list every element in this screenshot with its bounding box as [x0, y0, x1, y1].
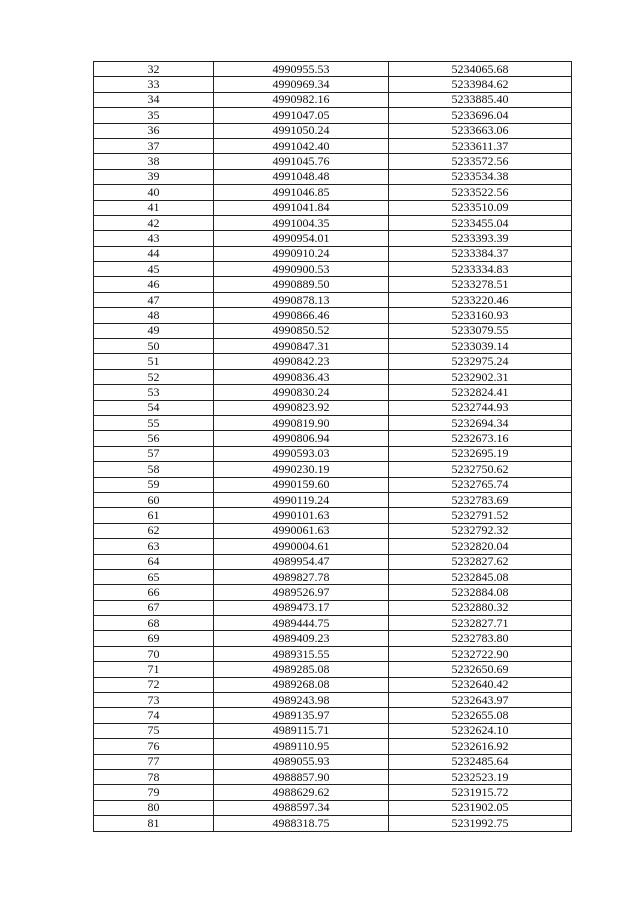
table-row	[94, 646, 572, 661]
point-number-cell: 52	[94, 369, 214, 384]
point-number-cell: 62	[94, 523, 214, 538]
table-row	[94, 616, 572, 631]
y-coordinate-cell: 5231992.75	[389, 816, 572, 831]
table-row	[94, 492, 572, 507]
point-number-cell: 81	[94, 816, 214, 831]
y-coordinate-cell: 5233334.83	[389, 262, 572, 277]
table-row	[94, 108, 572, 123]
y-coordinate-cell: 5231915.72	[389, 785, 572, 800]
table-row	[94, 508, 572, 523]
x-coordinate-cell: 4990969.34	[214, 77, 389, 92]
table-row	[94, 662, 572, 677]
point-number-cell: 60	[94, 492, 214, 507]
table-row	[94, 92, 572, 107]
point-number-cell: 74	[94, 708, 214, 723]
x-coordinate-cell: 4990842.23	[214, 354, 389, 369]
y-coordinate-cell: 5232673.16	[389, 431, 572, 446]
table-row	[94, 708, 572, 723]
y-coordinate-cell: 5232616.92	[389, 739, 572, 754]
point-number-cell: 40	[94, 185, 214, 200]
point-number-cell: 49	[94, 323, 214, 338]
x-coordinate-cell: 4989954.47	[214, 554, 389, 569]
point-number-cell: 57	[94, 446, 214, 461]
table-row	[94, 539, 572, 554]
x-coordinate-cell: 4990910.24	[214, 246, 389, 261]
x-coordinate-cell: 4990955.53	[214, 62, 389, 77]
coordinates-table-body	[94, 62, 572, 832]
point-number-cell: 43	[94, 231, 214, 246]
point-number-cell: 33	[94, 77, 214, 92]
point-number-cell: 38	[94, 154, 214, 169]
y-coordinate-cell: 5232783.69	[389, 492, 572, 507]
point-number-cell: 46	[94, 277, 214, 292]
y-coordinate-cell: 5233572.56	[389, 154, 572, 169]
table-row	[94, 308, 572, 323]
x-coordinate-cell: 4990850.52	[214, 323, 389, 338]
table-row	[94, 816, 572, 831]
y-coordinate-cell: 5232820.04	[389, 539, 572, 554]
x-coordinate-cell: 4991050.24	[214, 123, 389, 138]
point-number-cell: 44	[94, 246, 214, 261]
x-coordinate-cell: 4989315.55	[214, 646, 389, 661]
x-coordinate-cell: 4989285.08	[214, 662, 389, 677]
coordinates-table	[93, 61, 572, 832]
x-coordinate-cell: 4990830.24	[214, 385, 389, 400]
table-row	[94, 754, 572, 769]
y-coordinate-cell: 5232750.62	[389, 462, 572, 477]
point-number-cell: 73	[94, 693, 214, 708]
point-number-cell: 68	[94, 616, 214, 631]
table-row	[94, 554, 572, 569]
y-coordinate-cell: 5232824.41	[389, 385, 572, 400]
table-row	[94, 262, 572, 277]
point-number-cell: 51	[94, 354, 214, 369]
y-coordinate-cell: 5233984.62	[389, 77, 572, 92]
y-coordinate-cell: 5232975.24	[389, 354, 572, 369]
y-coordinate-cell: 5232845.08	[389, 569, 572, 584]
table-row	[94, 185, 572, 200]
x-coordinate-cell: 4989110.95	[214, 739, 389, 754]
table-row	[94, 369, 572, 384]
x-coordinate-cell: 4989409.23	[214, 631, 389, 646]
y-coordinate-cell: 5233220.46	[389, 292, 572, 307]
table-row	[94, 585, 572, 600]
y-coordinate-cell: 5233510.09	[389, 200, 572, 215]
x-coordinate-cell: 4990982.16	[214, 92, 389, 107]
x-coordinate-cell: 4990847.31	[214, 339, 389, 354]
point-number-cell: 75	[94, 723, 214, 738]
table-row	[94, 200, 572, 215]
y-coordinate-cell: 5233039.14	[389, 339, 572, 354]
y-coordinate-cell: 5232650.69	[389, 662, 572, 677]
y-coordinate-cell: 5234065.68	[389, 62, 572, 77]
x-coordinate-cell: 4988629.62	[214, 785, 389, 800]
x-coordinate-cell: 4989243.98	[214, 693, 389, 708]
point-number-cell: 36	[94, 123, 214, 138]
table-row	[94, 154, 572, 169]
point-number-cell: 78	[94, 769, 214, 784]
x-coordinate-cell: 4990159.60	[214, 477, 389, 492]
table-row	[94, 138, 572, 153]
point-number-cell: 72	[94, 677, 214, 692]
point-number-cell: 63	[94, 539, 214, 554]
y-coordinate-cell: 5233696.04	[389, 108, 572, 123]
table-row	[94, 169, 572, 184]
table-row	[94, 77, 572, 92]
table-row	[94, 600, 572, 615]
x-coordinate-cell: 4989526.97	[214, 585, 389, 600]
y-coordinate-cell: 5232744.93	[389, 400, 572, 415]
y-coordinate-cell: 5232655.08	[389, 708, 572, 723]
x-coordinate-cell: 4990004.61	[214, 539, 389, 554]
x-coordinate-cell: 4989827.78	[214, 569, 389, 584]
table-row	[94, 677, 572, 692]
table-row	[94, 631, 572, 646]
table-row	[94, 277, 572, 292]
point-number-cell: 80	[94, 800, 214, 815]
table-row	[94, 339, 572, 354]
x-coordinate-cell: 4988318.75	[214, 816, 389, 831]
table-row	[94, 693, 572, 708]
y-coordinate-cell: 5233079.55	[389, 323, 572, 338]
table-row	[94, 62, 572, 77]
table-row	[94, 800, 572, 815]
y-coordinate-cell: 5233160.93	[389, 308, 572, 323]
point-number-cell: 55	[94, 415, 214, 430]
y-coordinate-cell: 5232783.80	[389, 631, 572, 646]
x-coordinate-cell: 4989473.17	[214, 600, 389, 615]
y-coordinate-cell: 5232827.71	[389, 616, 572, 631]
y-coordinate-cell: 5233384.37	[389, 246, 572, 261]
y-coordinate-cell: 5232827.62	[389, 554, 572, 569]
point-number-cell: 53	[94, 385, 214, 400]
table-row	[94, 292, 572, 307]
table-row	[94, 123, 572, 138]
x-coordinate-cell: 4990954.01	[214, 231, 389, 246]
point-number-cell: 70	[94, 646, 214, 661]
y-coordinate-cell: 5232792.32	[389, 523, 572, 538]
y-coordinate-cell: 5232523.19	[389, 769, 572, 784]
y-coordinate-cell: 5232880.32	[389, 600, 572, 615]
table-row	[94, 523, 572, 538]
y-coordinate-cell: 5233885.40	[389, 92, 572, 107]
table-row	[94, 477, 572, 492]
point-number-cell: 65	[94, 569, 214, 584]
point-number-cell: 34	[94, 92, 214, 107]
x-coordinate-cell: 4990900.53	[214, 262, 389, 277]
point-number-cell: 61	[94, 508, 214, 523]
y-coordinate-cell: 5233522.56	[389, 185, 572, 200]
point-number-cell: 58	[94, 462, 214, 477]
x-coordinate-cell: 4990836.43	[214, 369, 389, 384]
table-row	[94, 739, 572, 754]
x-coordinate-cell: 4991047.05	[214, 108, 389, 123]
table-row	[94, 785, 572, 800]
x-coordinate-cell: 4989135.97	[214, 708, 389, 723]
y-coordinate-cell: 5233455.04	[389, 215, 572, 230]
point-number-cell: 67	[94, 600, 214, 615]
x-coordinate-cell: 4990806.94	[214, 431, 389, 446]
point-number-cell: 32	[94, 62, 214, 77]
x-coordinate-cell: 4988857.90	[214, 769, 389, 784]
y-coordinate-cell: 5231902.05	[389, 800, 572, 815]
point-number-cell: 39	[94, 169, 214, 184]
point-number-cell: 41	[94, 200, 214, 215]
y-coordinate-cell: 5233663.06	[389, 123, 572, 138]
x-coordinate-cell: 4990819.90	[214, 415, 389, 430]
point-number-cell: 48	[94, 308, 214, 323]
x-coordinate-cell: 4991046.85	[214, 185, 389, 200]
x-coordinate-cell: 4991042.40	[214, 138, 389, 153]
y-coordinate-cell: 5232485.64	[389, 754, 572, 769]
y-coordinate-cell: 5232902.31	[389, 369, 572, 384]
table-row	[94, 323, 572, 338]
x-coordinate-cell: 4990061.63	[214, 523, 389, 538]
point-number-cell: 66	[94, 585, 214, 600]
x-coordinate-cell: 4990101.63	[214, 508, 389, 523]
x-coordinate-cell: 4991048.48	[214, 169, 389, 184]
x-coordinate-cell: 4989055.93	[214, 754, 389, 769]
table-row	[94, 354, 572, 369]
x-coordinate-cell: 4990119.24	[214, 492, 389, 507]
table-row	[94, 431, 572, 446]
y-coordinate-cell: 5232694.34	[389, 415, 572, 430]
point-number-cell: 47	[94, 292, 214, 307]
x-coordinate-cell: 4990593.03	[214, 446, 389, 461]
y-coordinate-cell: 5232884.08	[389, 585, 572, 600]
table-row	[94, 569, 572, 584]
point-number-cell: 76	[94, 739, 214, 754]
x-coordinate-cell: 4990878.13	[214, 292, 389, 307]
y-coordinate-cell: 5233611.37	[389, 138, 572, 153]
y-coordinate-cell: 5233278.51	[389, 277, 572, 292]
x-coordinate-cell: 4989268.08	[214, 677, 389, 692]
table-row	[94, 231, 572, 246]
y-coordinate-cell: 5232643.97	[389, 693, 572, 708]
point-number-cell: 59	[94, 477, 214, 492]
y-coordinate-cell: 5232640.42	[389, 677, 572, 692]
x-coordinate-cell: 4989115.71	[214, 723, 389, 738]
y-coordinate-cell: 5232624.10	[389, 723, 572, 738]
point-number-cell: 35	[94, 108, 214, 123]
x-coordinate-cell: 4989444.75	[214, 616, 389, 631]
table-row	[94, 415, 572, 430]
table-row	[94, 215, 572, 230]
x-coordinate-cell: 4990889.50	[214, 277, 389, 292]
x-coordinate-cell: 4991045.76	[214, 154, 389, 169]
y-coordinate-cell: 5232765.74	[389, 477, 572, 492]
y-coordinate-cell: 5232722.90	[389, 646, 572, 661]
point-number-cell: 42	[94, 215, 214, 230]
table-row	[94, 769, 572, 784]
point-number-cell: 50	[94, 339, 214, 354]
y-coordinate-cell: 5232695.19	[389, 446, 572, 461]
table-row	[94, 462, 572, 477]
y-coordinate-cell: 5233534.38	[389, 169, 572, 184]
x-coordinate-cell: 4990230.19	[214, 462, 389, 477]
point-number-cell: 71	[94, 662, 214, 677]
point-number-cell: 64	[94, 554, 214, 569]
table-row	[94, 246, 572, 261]
x-coordinate-cell: 4990866.46	[214, 308, 389, 323]
point-number-cell: 54	[94, 400, 214, 415]
table-row	[94, 400, 572, 415]
x-coordinate-cell: 4991041.84	[214, 200, 389, 215]
y-coordinate-cell: 5232791.52	[389, 508, 572, 523]
point-number-cell: 69	[94, 631, 214, 646]
y-coordinate-cell: 5233393.39	[389, 231, 572, 246]
point-number-cell: 56	[94, 431, 214, 446]
table-row	[94, 385, 572, 400]
x-coordinate-cell: 4988597.34	[214, 800, 389, 815]
point-number-cell: 79	[94, 785, 214, 800]
point-number-cell: 77	[94, 754, 214, 769]
table-row	[94, 723, 572, 738]
x-coordinate-cell: 4990823.92	[214, 400, 389, 415]
x-coordinate-cell: 4991004.35	[214, 215, 389, 230]
table-row	[94, 446, 572, 461]
point-number-cell: 45	[94, 262, 214, 277]
point-number-cell: 37	[94, 138, 214, 153]
